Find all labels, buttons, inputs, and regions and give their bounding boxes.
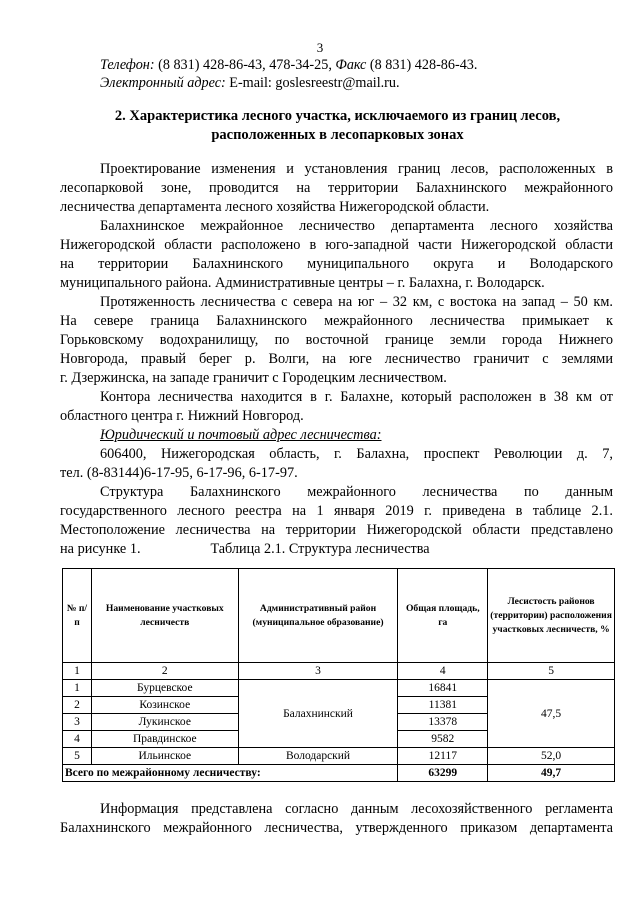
address-label: Юридический и почтовый адрес лесничества: [100,427,382,443]
column-number: 5 [488,663,615,680]
table-header-row [63,569,615,663]
text-line: на рисунке 1. [60,541,141,557]
total-area: 63299 [398,765,488,782]
text-line: лесничества департамента лесного хозяйства Нижегородской области. [60,199,490,215]
text-line: На севере граница Балахнинского межрайонного лесничества примыкает к [60,313,613,329]
text-line: Балахнинского межрайонного лесничества, утвержденного приказом департамента [60,820,613,836]
text-line: Информация представлена согласно данным лесохозяйственного регламента [100,801,613,817]
total-cover: 49,7 [488,765,615,782]
column-number: 1 [63,663,92,680]
email-value: E-mail: goslesreestr@mail.ru. [225,75,400,91]
paragraph-address-label [60,426,613,445]
text-line: Новгорода, правый берег р. Волги, на юге лесничество граничит с землями [60,351,613,367]
heading-line-1: 2. Характеристика лесного участка, исключаемого из границ лесов, [114,108,561,124]
total-label: Всего по межрайонному лесничеству: [63,765,398,782]
row-name: Козинское [91,697,238,714]
row-num: 3 [63,714,92,731]
district-balakhna: Балахнинский [238,680,398,748]
row-area: 9582 [398,731,488,748]
section-heading [60,107,615,145]
table-row [63,748,615,765]
header-name: Наименование участковых лесничеств [91,569,238,663]
text-line: тел. (8-83144)6-17-95, 6-17-96, 6-17-97. [60,465,298,481]
email-label: Электронный адрес: [100,75,226,91]
body-text [60,160,613,559]
header-num: № п/п [63,569,92,663]
row-num: 4 [63,731,92,748]
phone-line [100,56,477,74]
fax-label: Факс [335,57,367,73]
text-line: Контора лесничества находится в г. Балахне, который расположен в 38 км от [100,389,613,405]
table-caption: Таблица 2.1. Структура лесничества [210,541,430,557]
header-forest-cover: Лесистость районов (территории) расположения участковых лесничеств, % [488,569,615,663]
text-line: Протяженность лесничества с севера на юг – 32 км, с востока на запад – 50 км. [100,294,613,310]
text-line: г. Дзержинска, на западе граничит с Городецким лесничеством. [60,370,447,386]
row-num: 1 [63,680,92,697]
text-line: Нижегородской области расположено в юго-западной части Нижегородской области [60,237,613,253]
email-line [100,74,400,92]
table-row [63,680,615,697]
row-name: Правдинское [91,731,238,748]
row-name: Ильинское [91,748,238,765]
text-line: Балахнинское межрайонное лесничество департамента лесного хозяйства [100,218,613,234]
row-name: Бурцевское [91,680,238,697]
phone-label: Телефон: [100,57,155,73]
header-area: Общая площадь, га [398,569,488,663]
heading-line-2: расположенных в лесопарковых зонах [211,127,464,143]
text-line: лесопарковой зоне, проводится на территории Балахнинского межрайонного [60,180,613,196]
fax-value: (8 831) 428-86-43. [366,57,478,73]
text-line: муниципального района. Административные центры – г. Балахна, г. Володарск. [60,275,545,291]
cover-volodarsk: 52,0 [488,748,615,765]
paragraph-address [60,445,613,483]
footer-paragraph [60,800,613,838]
cover-balakhna: 47,5 [488,680,615,748]
row-area: 13378 [398,714,488,731]
row-num: 2 [63,697,92,714]
text-line: областного центра г. Нижний Новгород. [60,408,304,424]
row-area: 11381 [398,697,488,714]
row-area: 12117 [398,748,488,765]
paragraph-2 [60,217,613,293]
text-line: государственного лесного реестра на 1 января 2019 г. приведена в таблице 2.1. [60,503,613,519]
text-line: Структура Балахнинского межрайонного лесничества по данным [100,484,613,500]
row-num: 5 [63,748,92,765]
text-line: Проектирование изменения и установления границ лесов, расположенных в [100,161,613,177]
phone-value: (8 831) 428-86-43, 478-34-25, [154,57,336,73]
forestry-structure-table [62,568,615,782]
header-district: Административный район (муниципальное образование) [238,569,398,663]
paragraph-4 [60,388,613,426]
row-area: 16841 [398,680,488,697]
column-number-row [63,663,615,680]
text-line: Местоположение лесничества на территории Нижегородской области представлено [60,522,613,538]
column-number: 4 [398,663,488,680]
column-number: 2 [91,663,238,680]
text-line: на территории Балахнинского муниципального округа и Володарского [60,256,613,272]
table-total-row [63,765,615,782]
row-name: Лукинское [91,714,238,731]
page-number: 3 [316,40,324,55]
paragraph-3 [60,293,613,388]
district-volodarsk: Володарский [238,748,398,765]
text-line: 606400, Нижегородская область, г. Балахна, проспект Революции д. 7, [100,446,613,462]
column-number: 3 [238,663,398,680]
text-line: Горьковскому водохранилищу, по восточной границе земли города Нижнего [60,332,613,348]
paragraph-1 [60,160,613,217]
